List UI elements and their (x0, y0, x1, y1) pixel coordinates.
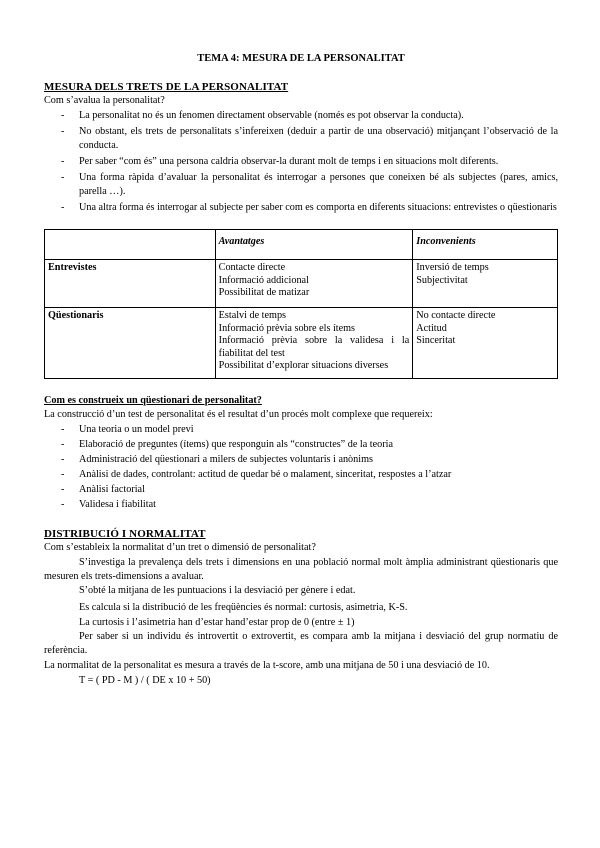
list-item: - Anàlisi factorial (44, 483, 558, 497)
table-header-advantages: Avantatges (215, 230, 413, 260)
section-heading-construction: Com es construeix un qüestionari de personalitat? (44, 395, 262, 406)
questionnaires-advantages (215, 308, 413, 379)
cell-line: Inversió de temps (416, 262, 489, 273)
list-item: - Administració del qüestionari a milers de subjectes voluntaris i anònims (44, 453, 558, 467)
evaluation-list (44, 109, 558, 215)
paragraph-distribution: Es calcula si la distribució de les freqüències és normal: curtosis, asimetria, K-S. (79, 602, 408, 613)
cell-line: Estalvi de temps (218, 310, 287, 321)
paragraph-prevalence: S’investiga la prevalença dels trets i dimensions en una població normal molt àmplia administrant qüestionaris que mesuren els trets-dimensions a avaluar. (44, 557, 558, 582)
row-label-questionnaires: Qüestionaris (45, 308, 216, 379)
list-item: - Validesa i fiabilitat (44, 498, 558, 512)
cell-line: Contacte directe (218, 262, 286, 273)
section-heading-distribution: DISTRIBUCIÓ I NORMALITAT (44, 528, 206, 540)
formula-tscore: T = ( PD - M ) / ( DE x 10 + 50) (79, 675, 211, 686)
table-row (45, 260, 558, 308)
table-header-empty (45, 230, 216, 260)
section-heading-traits: MESURA DELS TRETS DE LA PERSONALITAT (44, 81, 289, 93)
cell-line: Subjectivitat (416, 274, 468, 286)
list-item: - Una teoria o un model previ (44, 423, 558, 437)
list-item: - Elaboració de preguntes (ítems) que responguin als “constructes” de la teoria (44, 438, 558, 452)
table-header-row (45, 230, 558, 260)
cell-line: Possibilitat d’explorar situacions diverses (218, 360, 389, 371)
paragraph-mean: S’obté la mitjana de les puntuacions i la desviació per gènere i edat. (79, 585, 356, 596)
document-title: TEMA 4: MESURA DE LA PERSONALITAT (197, 53, 405, 64)
questionnaires-disadvantages (413, 308, 558, 379)
cell-line: Actitud (416, 322, 447, 334)
list-item: - Una forma ràpida d’avaluar la personalitat és interrogar a persones que coneixen bé als subjectes (pares, amics, parella …). (44, 171, 558, 199)
list-item: - Anàlisi de dades, controlant: actitud de quedar bé o malament, sinceritat, respostes a l’atzar (44, 468, 558, 482)
cell-line: Informació prèvia sobre els ítems (218, 322, 356, 334)
interviews-advantages (215, 260, 413, 308)
question-normality: Com s’estableix la normalitat d’un tret o dimensió de personalitat? (44, 542, 316, 553)
list-item: - La personalitat no és un fenomen directament observable (només es pot observar la conducta). (44, 109, 558, 123)
table-row (45, 308, 558, 379)
list-item: - Per saber “com és” una persona caldria observar-la durant molt de temps i en situacions molt diferents. (44, 155, 558, 169)
paragraph-kurtosis: La curtosis i l’asimetria han d’estar hand’estar prop de 0 (entre ± 1) (79, 617, 355, 628)
construction-intro: La construcció d’un test de personalitat és el resultat d’un procés molt complexe que requereix: (44, 409, 433, 420)
construction-list (44, 423, 558, 512)
comparison-table (44, 229, 558, 379)
list-item: - Una altra forma és interrogar al subjecte per saber com es comporta en diferents situacions: entrevistes o qüestionaris (44, 201, 558, 215)
paragraph-tscore: La normalitat de la personalitat es mesura a través de la t-score, amb una mitjana de 50 i una desviació de 10. (44, 660, 490, 671)
question-evaluation: Com s’avalua la personalitat? (44, 95, 165, 106)
cell-line: Informació prèvia sobre la validesa i la fiabilitat del test (218, 335, 410, 359)
interviews-disadvantages (413, 260, 558, 308)
cell-line: No contacte directe (416, 310, 496, 321)
paragraph-introvert: Per saber si un individu és introvertit o extrovertit, es compara amb la mitjana i desviació del grup normatiu de referència. (44, 631, 558, 656)
list-item: - No obstant, els trets de personalitats s’infereixen (deduir a partir de una observació) mitjançant l’observació de la conducta. (44, 125, 558, 153)
table-header-disadvantages: Inconvenients (413, 230, 558, 260)
cell-line: Informació addicional (218, 274, 309, 286)
row-label-interviews: Entrevistes (45, 260, 216, 308)
cell-line: Sinceritat (416, 335, 456, 346)
cell-line: Possibilitat de matizar (218, 287, 310, 298)
